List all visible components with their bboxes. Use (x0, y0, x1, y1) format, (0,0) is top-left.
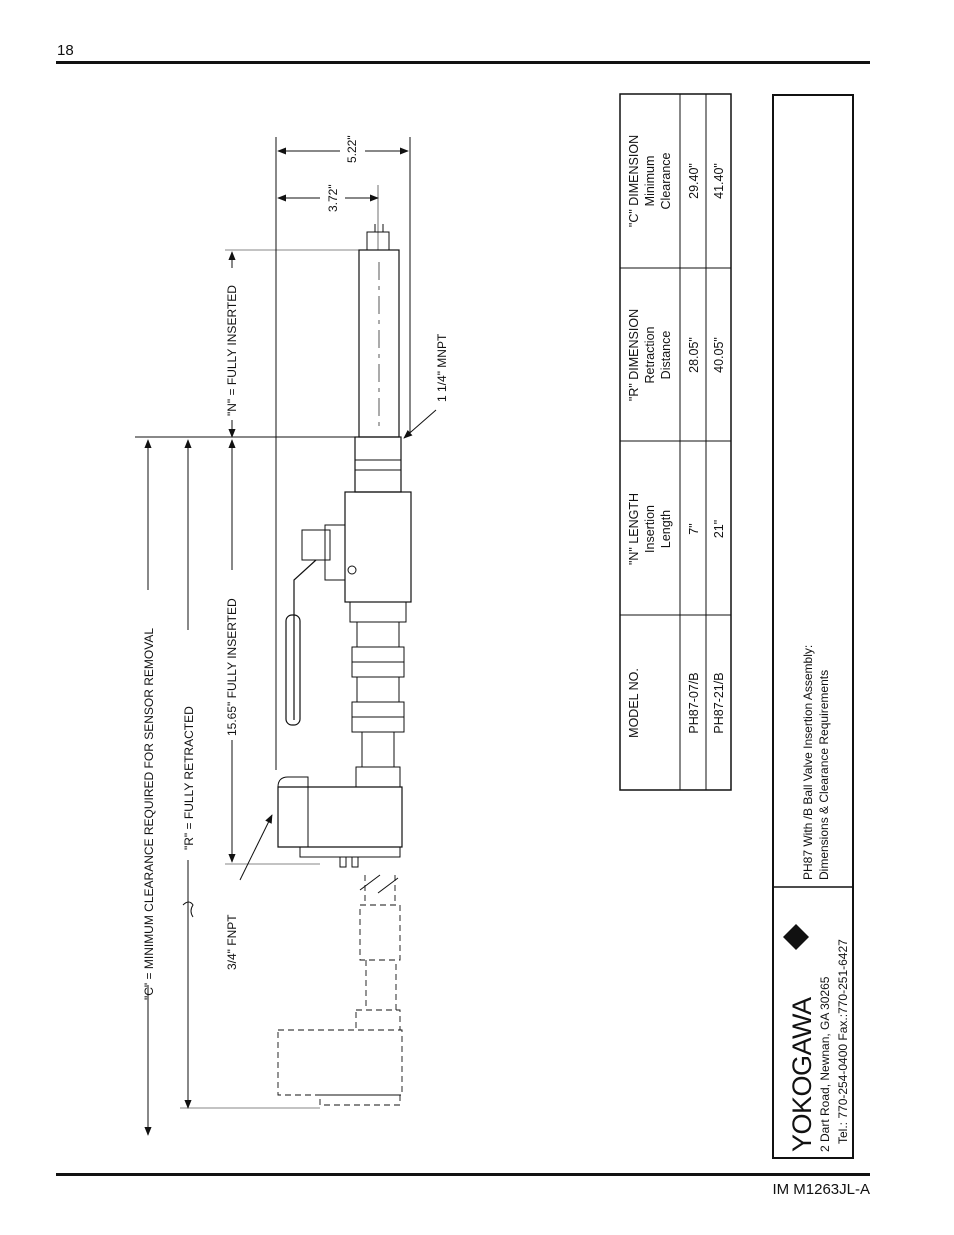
dimensions-table-text (627, 135, 726, 738)
dim-1565-label: 15.65" FULLY INSERTED (225, 598, 239, 736)
fitting-stub (362, 732, 394, 767)
header-model: MODEL NO. (627, 668, 641, 738)
phantom-housing (278, 1030, 402, 1095)
drawing-title-line2: Dimensions & Clearance Requirements (817, 669, 831, 880)
fitting-collar-a (350, 602, 406, 622)
header-n-2: Insertion (643, 505, 657, 553)
valve-stem-housing (325, 525, 345, 580)
junction-flange (300, 847, 400, 857)
header-c-1: "C" DIMENSION (627, 134, 641, 228)
fnpt-label: 3/4" FNPT (225, 914, 239, 970)
phantom-flange (320, 1095, 400, 1105)
page-number: 18 (57, 42, 74, 59)
table-cell: PH87-07/B (687, 672, 701, 734)
table-cell: PH87-21/B (712, 672, 726, 734)
valve-screw (348, 566, 356, 574)
valve-handle-grip (286, 615, 300, 725)
brand-logo-text: YOKOGAWA (787, 997, 817, 1152)
phantom-fitting (360, 905, 400, 960)
probe-tip-slot (375, 224, 383, 232)
table-cell: 29.40" (687, 163, 701, 199)
document-code: IM M1263JL-A (772, 1181, 870, 1198)
header-r-1: "R" DIMENSION (627, 308, 641, 402)
diamond-logo-icon (783, 924, 809, 950)
junction-housing (278, 787, 402, 847)
break-line-a (360, 875, 380, 890)
table-cell: 7" (687, 523, 701, 535)
dim-r-label: "R" = FULLY RETRACTED (182, 706, 196, 850)
header-n-3: Length (659, 509, 673, 549)
valve-handle-arm (294, 560, 316, 720)
phantom-base (356, 1010, 400, 1030)
company-contact: Tel.: 770-254-0400 Fax.:770-251-6427 (836, 939, 850, 1144)
header-c-3: Clearance (659, 152, 673, 210)
fitting-base (356, 767, 400, 787)
mnpt-leader (404, 410, 436, 438)
junction-pins (340, 857, 358, 867)
phantom-stub (366, 960, 396, 1010)
table-cell: 28.05" (687, 337, 701, 373)
table-cell: 21" (712, 519, 726, 539)
phantom-tube (365, 875, 395, 905)
dim-c-label: "C" = MINIMUM CLEARANCE REQUIRED FOR SENSOR REMOVAL (142, 627, 156, 1000)
ball-valve-body (345, 492, 411, 602)
table-cell: 41.40" (712, 163, 726, 199)
mnpt-fitting (355, 437, 401, 492)
company-address: 2 Dart Road, Newnan, GA 30265 (818, 976, 832, 1152)
header-r-2: Retraction (643, 326, 657, 384)
fitting-collar-b (357, 622, 399, 647)
header-r-3: Distance (659, 330, 673, 380)
retracted-phantom (278, 875, 402, 1105)
table-cell: 40.05" (712, 337, 726, 373)
dim-n-label: "N" = FULLY INSERTED (225, 285, 239, 416)
fitting-collar-c (357, 677, 399, 702)
dim-372-label: 3.72" (326, 184, 340, 212)
valve-nut (302, 530, 330, 560)
header-n-1: "N" LENGTH (627, 492, 641, 566)
fnpt-leader (240, 815, 272, 880)
header-c-2: Minimum (643, 155, 657, 207)
mnpt-label: 1 1/4" MNPT (435, 333, 449, 402)
title-block (773, 95, 853, 1158)
drawing-title-line1: PH87 With /B Ball Valve Insertion Assembly: (801, 644, 815, 880)
dim-522-label: 5.22" (345, 135, 359, 163)
